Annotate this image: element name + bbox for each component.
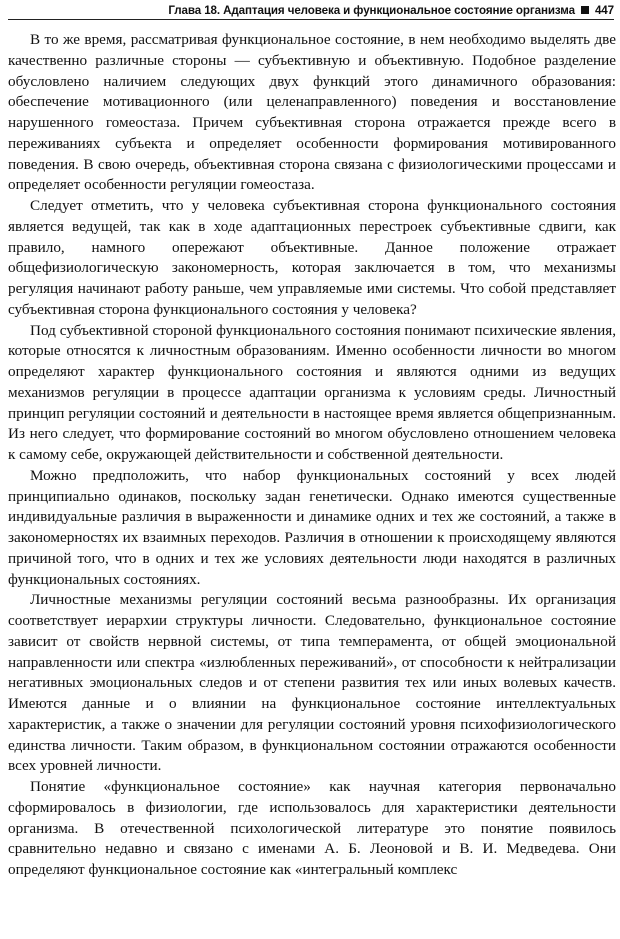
paragraph: Под субъективной стороной функционального состояния понимают психические явления, которые относятся к личностным образованиям. Именно особенности личности во многом определяют характер функционального состояния и являются одними из ведущих механизмов регуляции в процессе адаптации организма к условиям среды. Личностный принцип регуляции состояний и деятельности в настоящее время является общепризнанным. Из него следует, что формирование состояний во многом обусловлено отношением человека к самому себе, окружающей действительности и собственной деятельности. — [8, 321, 616, 463]
paragraph: Личностные механизмы регуляции состояний весьма разнообразны. Их организация соответствует иерархии структуры личности. Следовательно, функциональное состояние зависит от свойств нервной системы, от типа темперамента, от общей эмоциональной направленности или спектра «излюбленных переживаний», от способности к нейтрализации негативных эмоциональных следов и от степени развития тех или иных волевых качеств. Имеются данные и о влиянии на функциональное состояние интеллектуальных характеристик, а также о значении для регуляции состояний уровня психофизиологического единства личности. Таким образом, в функциональном состоянии отражаются особенности всех уровней личности. — [8, 591, 616, 775]
paragraph: В то же время, рассматривая функциональное состояние, в нем необходимо выделять две качественно различные стороны — субъективную и объективную. Подобное разделение обусловлено наличием следующих двух функций этого динамичного образования: обеспечение мотивационного (или целенаправленного) поведения и восстановление нарушенного гомеостаза. Причем субъективная сторона отражается прежде всего в переживаниях субъекта и определяет особенности формирования мотивированного поведения. В свою очередь, объективная сторона связана с физиологическими процессами и определяет особенности регуляции гомеостаза. — [8, 31, 616, 194]
chapter-title: Глава 18. Адаптация человека и функциональное состояние организма — [168, 3, 575, 17]
paragraph: Можно предположить, что набор функциональных состояний у всех людей принципиально одинаков, поскольку задан генетически. Однако имеются существенные индивидуальные различия в выраженности и динамике одних и тех же состояний, а также в закономерностях их взаимных переходов. Различия в отношении к происходящему являются причиной того, что в одних и тех же условиях деятельности люди находятся в различных функциональных состояниях. — [8, 466, 616, 588]
body-text — [8, 30, 616, 881]
running-header — [8, 0, 614, 20]
paragraph: Следует отметить, что у человека субъективная сторона функционального состояния является ведущей, так как в ходе адаптационных перестроек субъективные сдвиги, как правило, намного опережают объективные. Данное положение отражает общефизиологическую закономерность, которая заключается в том, что механизмы регуляция начинают работу раньше, чем управляемые ими системы. Что собой представляет субъективная сторона функционального состояния у человека? — [8, 197, 616, 318]
page-number: 447 — [594, 3, 614, 17]
paragraph: Понятие «функциональное состояние» как научная категория первоначально сформировалось в физиологии, где использовалось для характеристики деятельности организма. В отечественной психологической литературе это понятие появилось сравнительно недавно и связано с именами А. Б. Леоновой и В. И. Медведева. Они определяют функциональное состояние как «интегральный комплекс — [8, 778, 616, 878]
square-bullet-icon — [581, 6, 589, 14]
